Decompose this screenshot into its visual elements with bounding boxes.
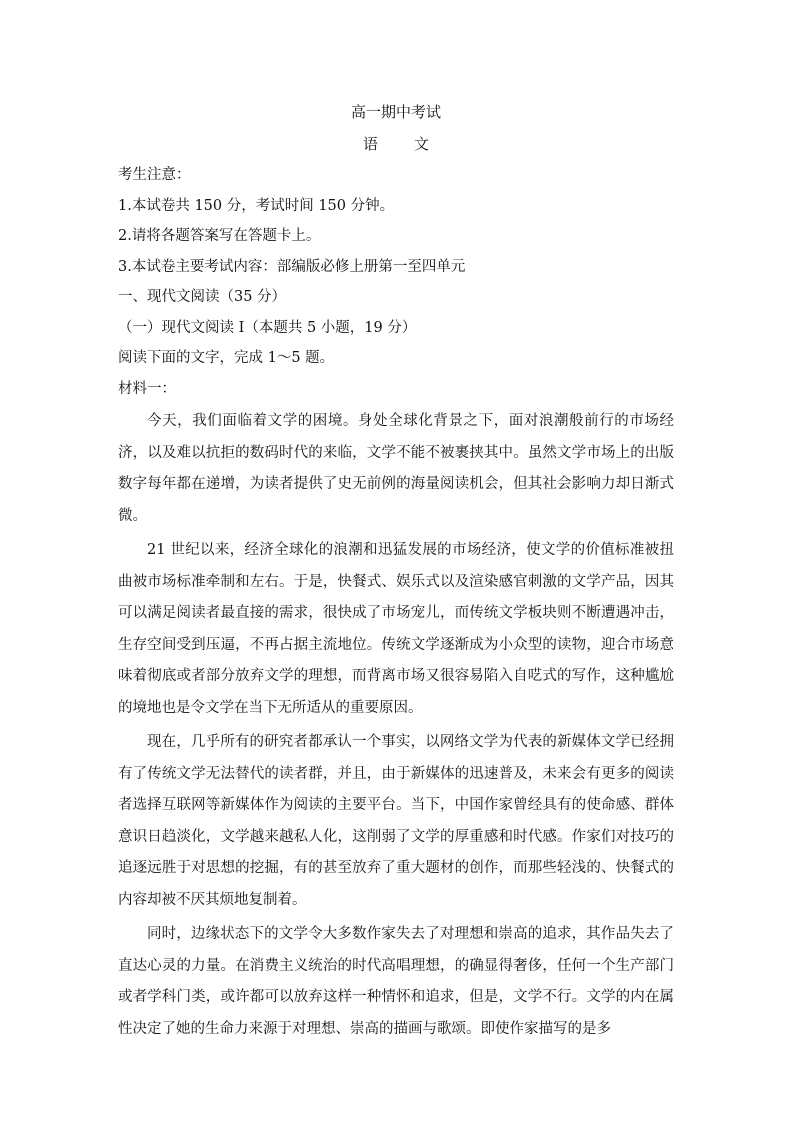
material-text xyxy=(118,406,674,1045)
notice-item-1: 1.本试卷共 150 分，考试时间 150 分钟。 xyxy=(118,197,395,214)
notice-item-3: 3.本试卷主要考试内容：部编版必修上册第一至四单元 xyxy=(118,258,466,275)
material-label: 材料一： xyxy=(118,380,176,397)
section-heading: 一、现代文阅读（35 分） xyxy=(118,289,287,305)
reading-instruction: 阅读下面的文字，完成 1～5 题。 xyxy=(118,350,335,366)
paragraph-2: 21 世纪以来，经济全球化的浪潮和迅猛发展的市场经济，使文学的价值标准被扭曲被市场标准牵制和左右。于是，快餐式、娱乐式以及渲染感官刺激的文学产品，因其可以满足阅读者最直接的需求，很快成了市场宠儿，而传统文学板块则不断遭遇冲击，生存空间受到压逼，不再占据主流地位。传统文学逐渐成为小众型的读物，迎合市场意味着彻底或者部分放弃文学的理想，而背离市场又很容易陷入自呓式的写作，这种尴尬的境地也是令文学在当下无所适从的重要原因。 xyxy=(118,542,674,716)
exam-title: 高一期中考试 xyxy=(350,103,441,121)
paragraph-1: 今天，我们面临着文学的困境。身处全球化背景之下，面对浪潮般前行的市场经济，以及难以抗拒的数码时代的来临，文学不能不被裹挟其中。虽然文学市场上的出版数字每年都在递增，为读者提供了史无前例的海量阅读机会，但其社会影响力却日渐式微。 xyxy=(118,413,674,524)
paragraph-3: 现在，几乎所有的研究者都承认一个事实，以网络文学为代表的新媒体文学已经拥有了传统文学无法替代的读者群，并且，由于新媒体的迅速普及，未来会有更多的阅读者选择互联网等新媒体作为阅读的主要平台。当下，中国作家曾经具有的使命感、群体意识日趋淡化，文学越来越私人化，这削弱了文学的厚重感和时代感。作家们对技巧的追逐远胜于对思想的挖掘，有的甚至放弃了重大题材的创作，而那些轻浅的、快餐式的内容却被不厌其烦地复制着。 xyxy=(118,734,674,908)
subject-title xyxy=(118,132,674,156)
subject-char-1: 语 xyxy=(362,135,378,153)
subject-char-2: 文 xyxy=(414,135,430,153)
exam-page xyxy=(118,100,674,1045)
notice-heading: 考生注意： xyxy=(118,167,191,183)
section-subheading: （一）现代文阅读 I（本题共 5 小题，19 分） xyxy=(118,319,417,336)
notice-item-2: 2.请将各题答案写在答题卡上。 xyxy=(118,228,321,244)
paragraph-4: 同时，边缘状态下的文学令大多数作家失去了对理想和崇高的追求，其作品失去了直达心灵的力量。在消费主义统治的时代高唱理想，的确显得奢侈，任何一个生产部门或者学科门类，或许都可以放弃这样一种情怀和追求，但是，文学不行。文学的内在属性决定了她的生命力来源于对理想、崇高的描画与歌颂。即使作家描写的是多 xyxy=(118,926,674,1037)
